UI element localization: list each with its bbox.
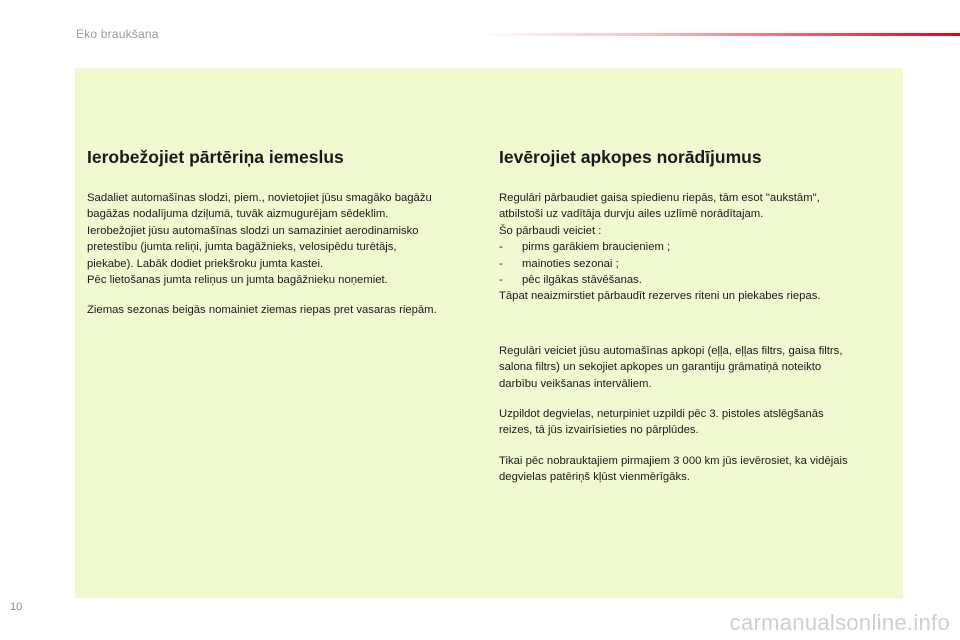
watermark: carmanualsonline.info	[729, 610, 950, 635]
right-paragraph-1-tail: Tāpat neaizmirstiet pārbaudīt rezerves riteni un piekabes riepas.	[499, 290, 821, 303]
text-line: reizes, tā jūs izvairīsieties no pārplūdes.	[499, 424, 699, 437]
text-line: Uzpildot degvielas, neturpiniet uzpildi pēc 3. pistoles atslēgšanās	[499, 408, 824, 421]
right-heading: Ievērojiet apkopes norādījumus	[499, 147, 762, 167]
bullet-marker: -	[499, 257, 503, 270]
text-line: degvielas patēriņš kļūst vienmērīgāks.	[499, 471, 690, 484]
text-line: Tikai pēc nobrauktajiem pirmajiem 3 000 km jūs ievērosiet, ka vidējais	[499, 454, 848, 467]
text-line: Regulāri pārbaudiet gaisa spiedienu riepās, tām esot "aukstām",	[499, 192, 820, 204]
text-line: bagāžas nodalījuma dziļumā, tuvāk aizmugurējam sēdeklim.	[87, 208, 389, 221]
right-paragraph-1	[499, 190, 897, 239]
text-line: salona filtrs) un sekojiet apkopes un garantiju grāmatiņā noteikto	[499, 361, 822, 374]
bullet-marker: -	[499, 274, 503, 287]
text-line: Pēc lietošanas jumta reliņus un jumta bagāžnieku noņemiet.	[87, 274, 388, 287]
text-line: Sadaliet automašīnas slodzi, piem., novietojiet jūsu smagāko bagāžu	[87, 192, 432, 204]
bullet-text: mainoties sezonai ;	[522, 257, 619, 270]
right-paragraph-2	[499, 343, 897, 392]
bullet-marker: -	[499, 241, 503, 254]
text-line: atbilstoši uz vadītāja durvju ailes uzlīmē norādītajam.	[499, 208, 764, 221]
text-line: piekabe). Labāk dodiet priekšroku jumta kastei.	[87, 257, 324, 270]
bullet-item	[499, 272, 897, 288]
bullet-item	[499, 239, 897, 255]
left-heading: Ierobežojiet pārtēriņa iemeslus	[87, 147, 344, 167]
bullet-text: pirms garākiem braucieniem ;	[522, 241, 671, 254]
text-line: Šo pārbaudi veiciet :	[499, 224, 602, 237]
text-line: Regulāri veiciet jūsu automašīnas apkopi (eļļa, eļļas filtrs, gaisa filtrs,	[499, 344, 843, 357]
content-panel	[75, 68, 903, 598]
header-red-rule	[480, 33, 960, 36]
page-number: 10	[10, 601, 23, 613]
left-paragraph-2: Ziemas sezonas beigās nomainiet ziemas riepas pret vasaras riepām.	[87, 304, 437, 317]
right-paragraph-3	[499, 406, 897, 439]
left-column	[87, 147, 487, 319]
right-paragraph-4	[499, 453, 897, 486]
text-line: pretestību (jumta reliņi, jumta bagāžnieks, velosipēdu turētājs,	[87, 241, 397, 254]
right-column	[499, 147, 897, 486]
text-line: darbību veikšanas intervāliem.	[499, 377, 652, 390]
bullet-text: pēc ilgākas stāvēšanas.	[522, 274, 642, 287]
left-paragraph-1	[87, 190, 487, 288]
bullet-item	[499, 256, 897, 272]
text-line: Ierobežojiet jūsu automašīnas slodzi un samaziniet aerodinamisko	[87, 224, 419, 237]
section-title: Eko braukšana	[76, 27, 159, 41]
